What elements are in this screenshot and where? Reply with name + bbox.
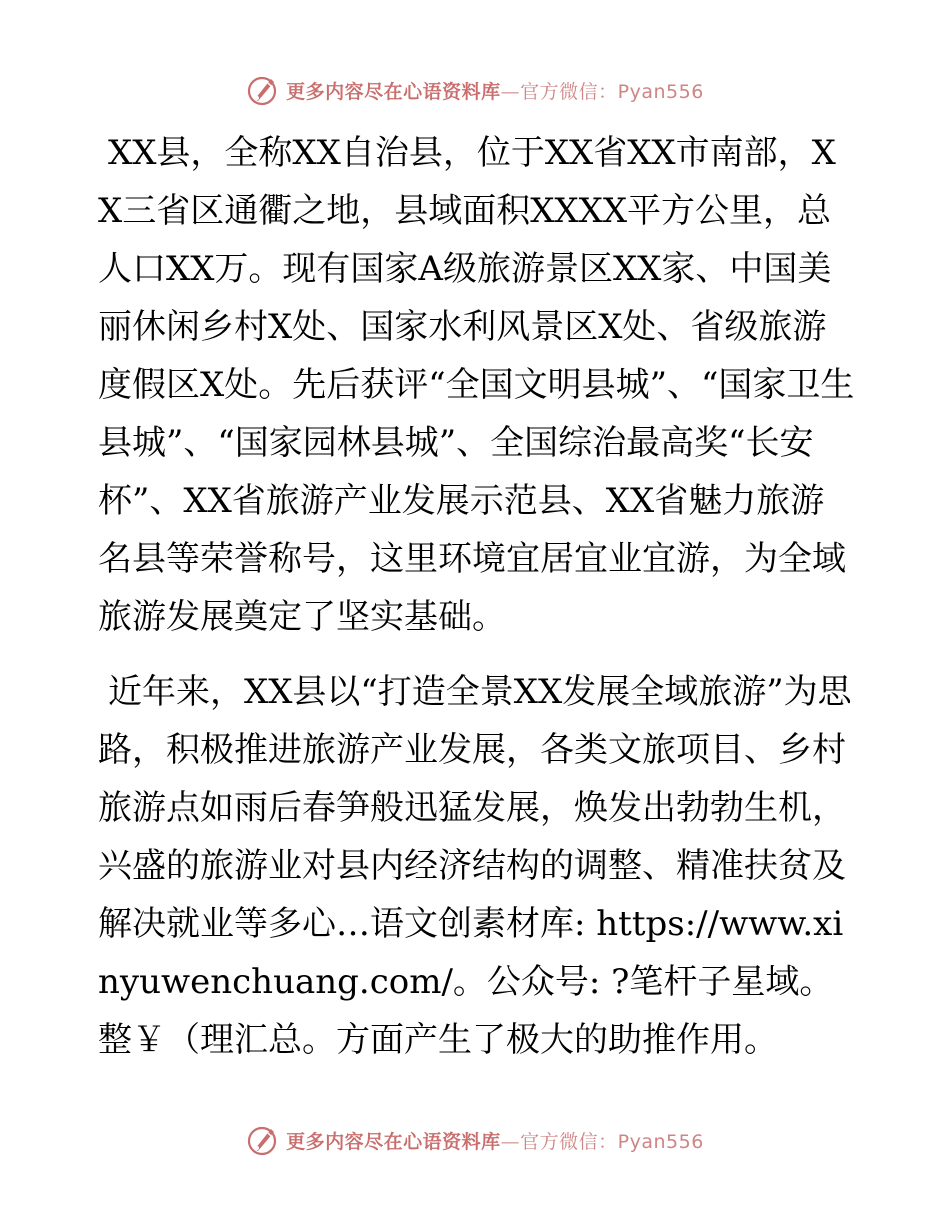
footer-name: 更多内容尽在心语资料库 <box>286 1130 501 1153</box>
quill-circle-logo-icon <box>246 73 280 107</box>
paragraph-2: 近年来，XX县以“打造全景XX发展全域旅游”为思路，积极推进旅游产业发展，各类文旅项目、乡村旅游点如雨后春笋般迅猛发展，焕发出勃勃生机，兴盛的旅游业对县内经济结构的调整、精准扶贫及解决就业等多心…语文创素材库: https://www.xinyuwenchuang.com/。公众号: ?笔杆子星域。整￥（理汇总。方面产生了极大的助推作用。 <box>98 672 852 1060</box>
footer-banner <box>0 1120 950 1160</box>
paragraph-1: XX县，全称XX自治县，位于XX省XX市南部，XX三省区通衢之地，县域面积XXXX平方公里，总人口XX万。现有国家A级旅游景区XX家、中国美丽休闲乡村X处、国家水利风景区X处、省级旅游度假区X处。先后获评“全国文明县城”、“国家卫生县城”、“国家园林县城”、全国综治最高奖“长安杯”、XX省旅游产业发展示范县、XX省魅力旅游名县等荣誉称号，这里环境宜居宜业宜游，为全域旅游发展奠定了坚实基础。 <box>98 133 855 637</box>
quill-circle-logo-icon <box>246 1123 280 1157</box>
footer-wechat: 官方微信：Pyan556 <box>520 1130 704 1153</box>
header-banner <box>0 70 950 110</box>
header-dash: — <box>500 80 521 103</box>
document-body <box>98 124 858 1069</box>
header-name: 更多内容尽在心语资料库 <box>286 80 501 103</box>
header-wechat: 官方微信：Pyan556 <box>520 80 704 103</box>
footer-dash: — <box>500 1130 521 1153</box>
header-text <box>286 77 704 104</box>
footer-text <box>286 1127 704 1154</box>
